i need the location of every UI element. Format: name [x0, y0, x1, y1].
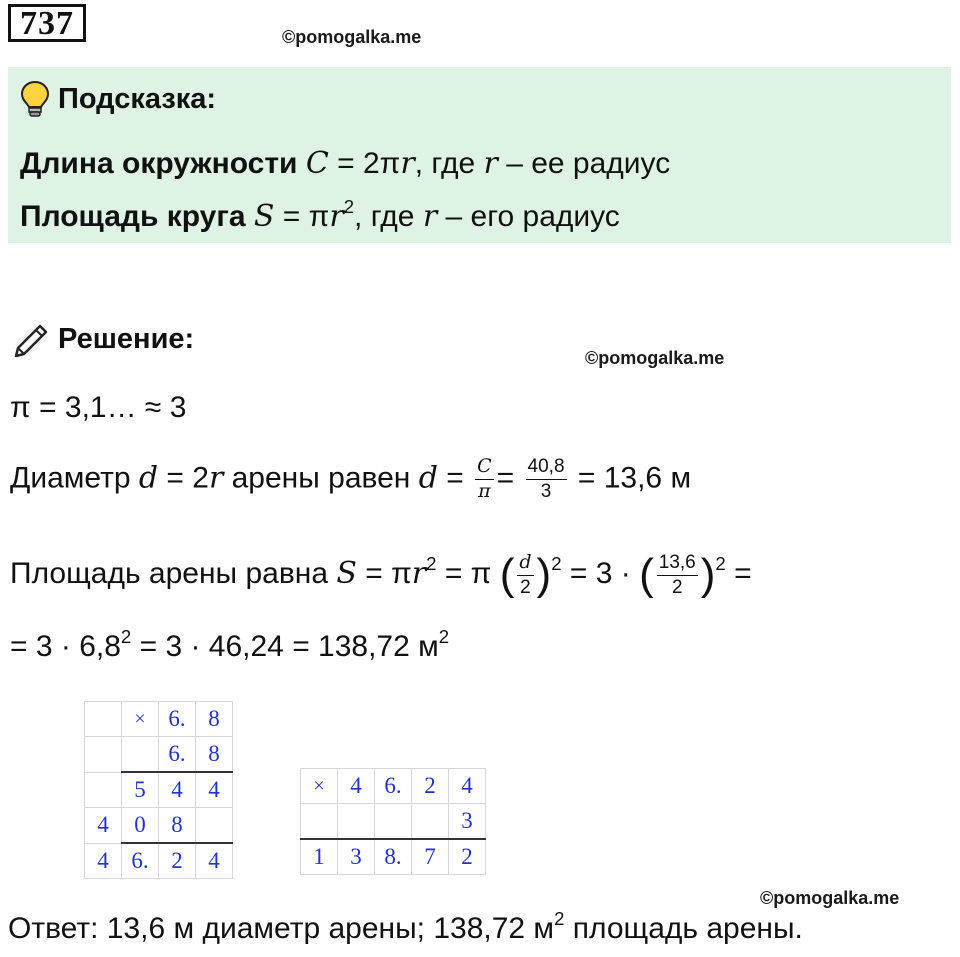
text: = 3 · 6,8 — [10, 630, 121, 663]
watermark-middle: ©pomogalka.me — [585, 348, 725, 368]
grid-cell: × — [301, 769, 338, 804]
solution-title — [10, 318, 194, 360]
grid-cell: 6. — [375, 769, 412, 804]
pencil-icon — [10, 318, 52, 360]
area-line: Площадь арены равна $S = \pi r^2 = \pi$ ( $\frac{d}{2}$ )$^2$ = 3 · ( $\frac{13,6}{2}$ )$^2$ = — [10, 550, 752, 599]
var-d: d — [418, 460, 438, 496]
grid-row — [301, 769, 486, 804]
text: Ответ: 13,6 м диаметр арены; 138,72 м — [8, 912, 555, 945]
grid-row — [301, 839, 486, 875]
text: Площадь арены равна — [10, 556, 337, 590]
denominator: π — [478, 479, 491, 502]
grid-cell: 8 — [196, 702, 233, 737]
grid-cell: 4 — [159, 772, 196, 808]
pi-line: π = 3,1… ≈ 3 — [10, 391, 187, 424]
grid-cell: 3 — [449, 804, 486, 840]
exponent: 2 — [554, 907, 565, 929]
grid-cell: 5 — [122, 772, 159, 808]
grid-cell: 8 — [159, 808, 196, 844]
hint-title-text: Подсказка: — [58, 82, 217, 115]
grid-cell: 4 — [196, 772, 233, 808]
area-line-2 — [10, 625, 450, 664]
hint-title — [20, 80, 216, 118]
grid-row — [85, 702, 233, 737]
grid-cell: 4 — [338, 769, 375, 804]
var-s: S — [336, 555, 357, 591]
numerator: 40,8 — [526, 457, 567, 480]
var-r: r — [208, 460, 224, 496]
grid-cell: × — [122, 702, 159, 737]
denominator: 2 — [671, 576, 683, 598]
grid-row — [85, 843, 233, 879]
grid-cell — [122, 737, 159, 773]
grid-cell: 2 — [159, 843, 196, 879]
exponent: 2 — [715, 552, 726, 574]
grid-cell — [196, 808, 233, 844]
var-d: d — [138, 460, 159, 496]
exponent: 2 — [438, 625, 450, 647]
var-r: r — [483, 146, 498, 181]
grid-cell — [338, 804, 375, 840]
fraction-13-6-over-2 — [657, 553, 698, 598]
eq: = π — [356, 556, 412, 590]
grid-row — [85, 808, 233, 844]
numerator: d — [517, 553, 533, 576]
fraction-40-8-over-3 — [526, 457, 567, 502]
watermark-top: ©pomogalka.me — [282, 27, 422, 47]
var-r: r — [411, 555, 427, 591]
eq: = π — [274, 200, 330, 233]
text: , где — [414, 147, 484, 180]
eq: = — [437, 461, 464, 495]
eq: = π — [436, 556, 492, 590]
lightbulb-icon — [20, 80, 50, 118]
exponent: 2 — [343, 195, 355, 217]
grid-cell — [412, 804, 449, 840]
grid-cell: 2 — [412, 769, 449, 804]
grid-cell — [85, 737, 122, 773]
grid-cell: 4 — [85, 843, 122, 879]
multiplication-grid-1 — [84, 701, 233, 879]
grid-row — [85, 737, 233, 773]
hint-term: Длина окружности — [20, 147, 298, 180]
exponent: 2 — [551, 552, 562, 574]
grid-cell: 7 — [412, 839, 449, 875]
denominator: 3 — [540, 480, 552, 502]
hint-term: Площадь круга — [20, 200, 246, 233]
hint-line-circumference — [20, 146, 670, 181]
grid-cell: 4 — [449, 769, 486, 804]
eq: = — [725, 556, 752, 590]
var-r: r — [329, 199, 344, 234]
eq: = 2 — [158, 461, 209, 495]
grid-cell: 6. — [159, 702, 196, 737]
text: , где — [354, 200, 423, 233]
text: арены равен — [223, 461, 419, 495]
grid-cell — [375, 804, 412, 840]
grid-cell: 8. — [375, 839, 412, 875]
text: площадь арены. — [564, 912, 803, 945]
eq: = 3 · — [561, 556, 640, 590]
grid-cell: 4 — [196, 843, 233, 879]
text: = 3 · 46,24 = 138,72 м — [131, 630, 439, 663]
grid-cell: 1 — [301, 839, 338, 875]
problem-number: 737 — [8, 4, 86, 42]
text: – ее радиус — [497, 147, 671, 180]
grid-cell: 4 — [85, 808, 122, 844]
text: Диаметр — [10, 461, 139, 495]
multiplication-grid-2 — [300, 768, 486, 875]
grid-cell — [85, 702, 122, 737]
grid-cell: 2 — [449, 839, 486, 875]
var-r: r — [422, 199, 438, 234]
grid-row — [85, 772, 233, 808]
text: – его радиус — [437, 200, 620, 233]
numerator: C — [475, 457, 494, 480]
fraction-d-over-2 — [517, 550, 533, 598]
grid-cell: 6. — [159, 737, 196, 773]
hint-line-area — [20, 195, 620, 234]
answer-line — [8, 907, 803, 946]
watermark-bottom: ©pomogalka.me — [760, 888, 900, 908]
grid-row — [301, 804, 486, 840]
var-c: C — [305, 146, 329, 181]
denominator: 2 — [520, 576, 531, 598]
eq: = 2π — [328, 147, 401, 180]
eq: = — [496, 461, 515, 495]
fraction-c-over-pi — [475, 457, 494, 502]
grid-cell: 0 — [122, 808, 159, 844]
grid-cell: 6. — [122, 843, 159, 879]
var-s: S — [253, 199, 275, 234]
diameter-line — [10, 457, 691, 502]
var-r: r — [400, 146, 415, 181]
grid-cell — [85, 772, 122, 808]
result: = 13,6 м — [577, 461, 692, 495]
grid-cell: 3 — [338, 839, 375, 875]
grid-cell: 8 — [196, 737, 233, 773]
numerator: 13,6 — [657, 553, 698, 576]
solution-title-text: Решение: — [58, 322, 195, 355]
exponent: 2 — [426, 552, 437, 574]
exponent: 2 — [120, 625, 132, 647]
grid-cell — [301, 804, 338, 840]
